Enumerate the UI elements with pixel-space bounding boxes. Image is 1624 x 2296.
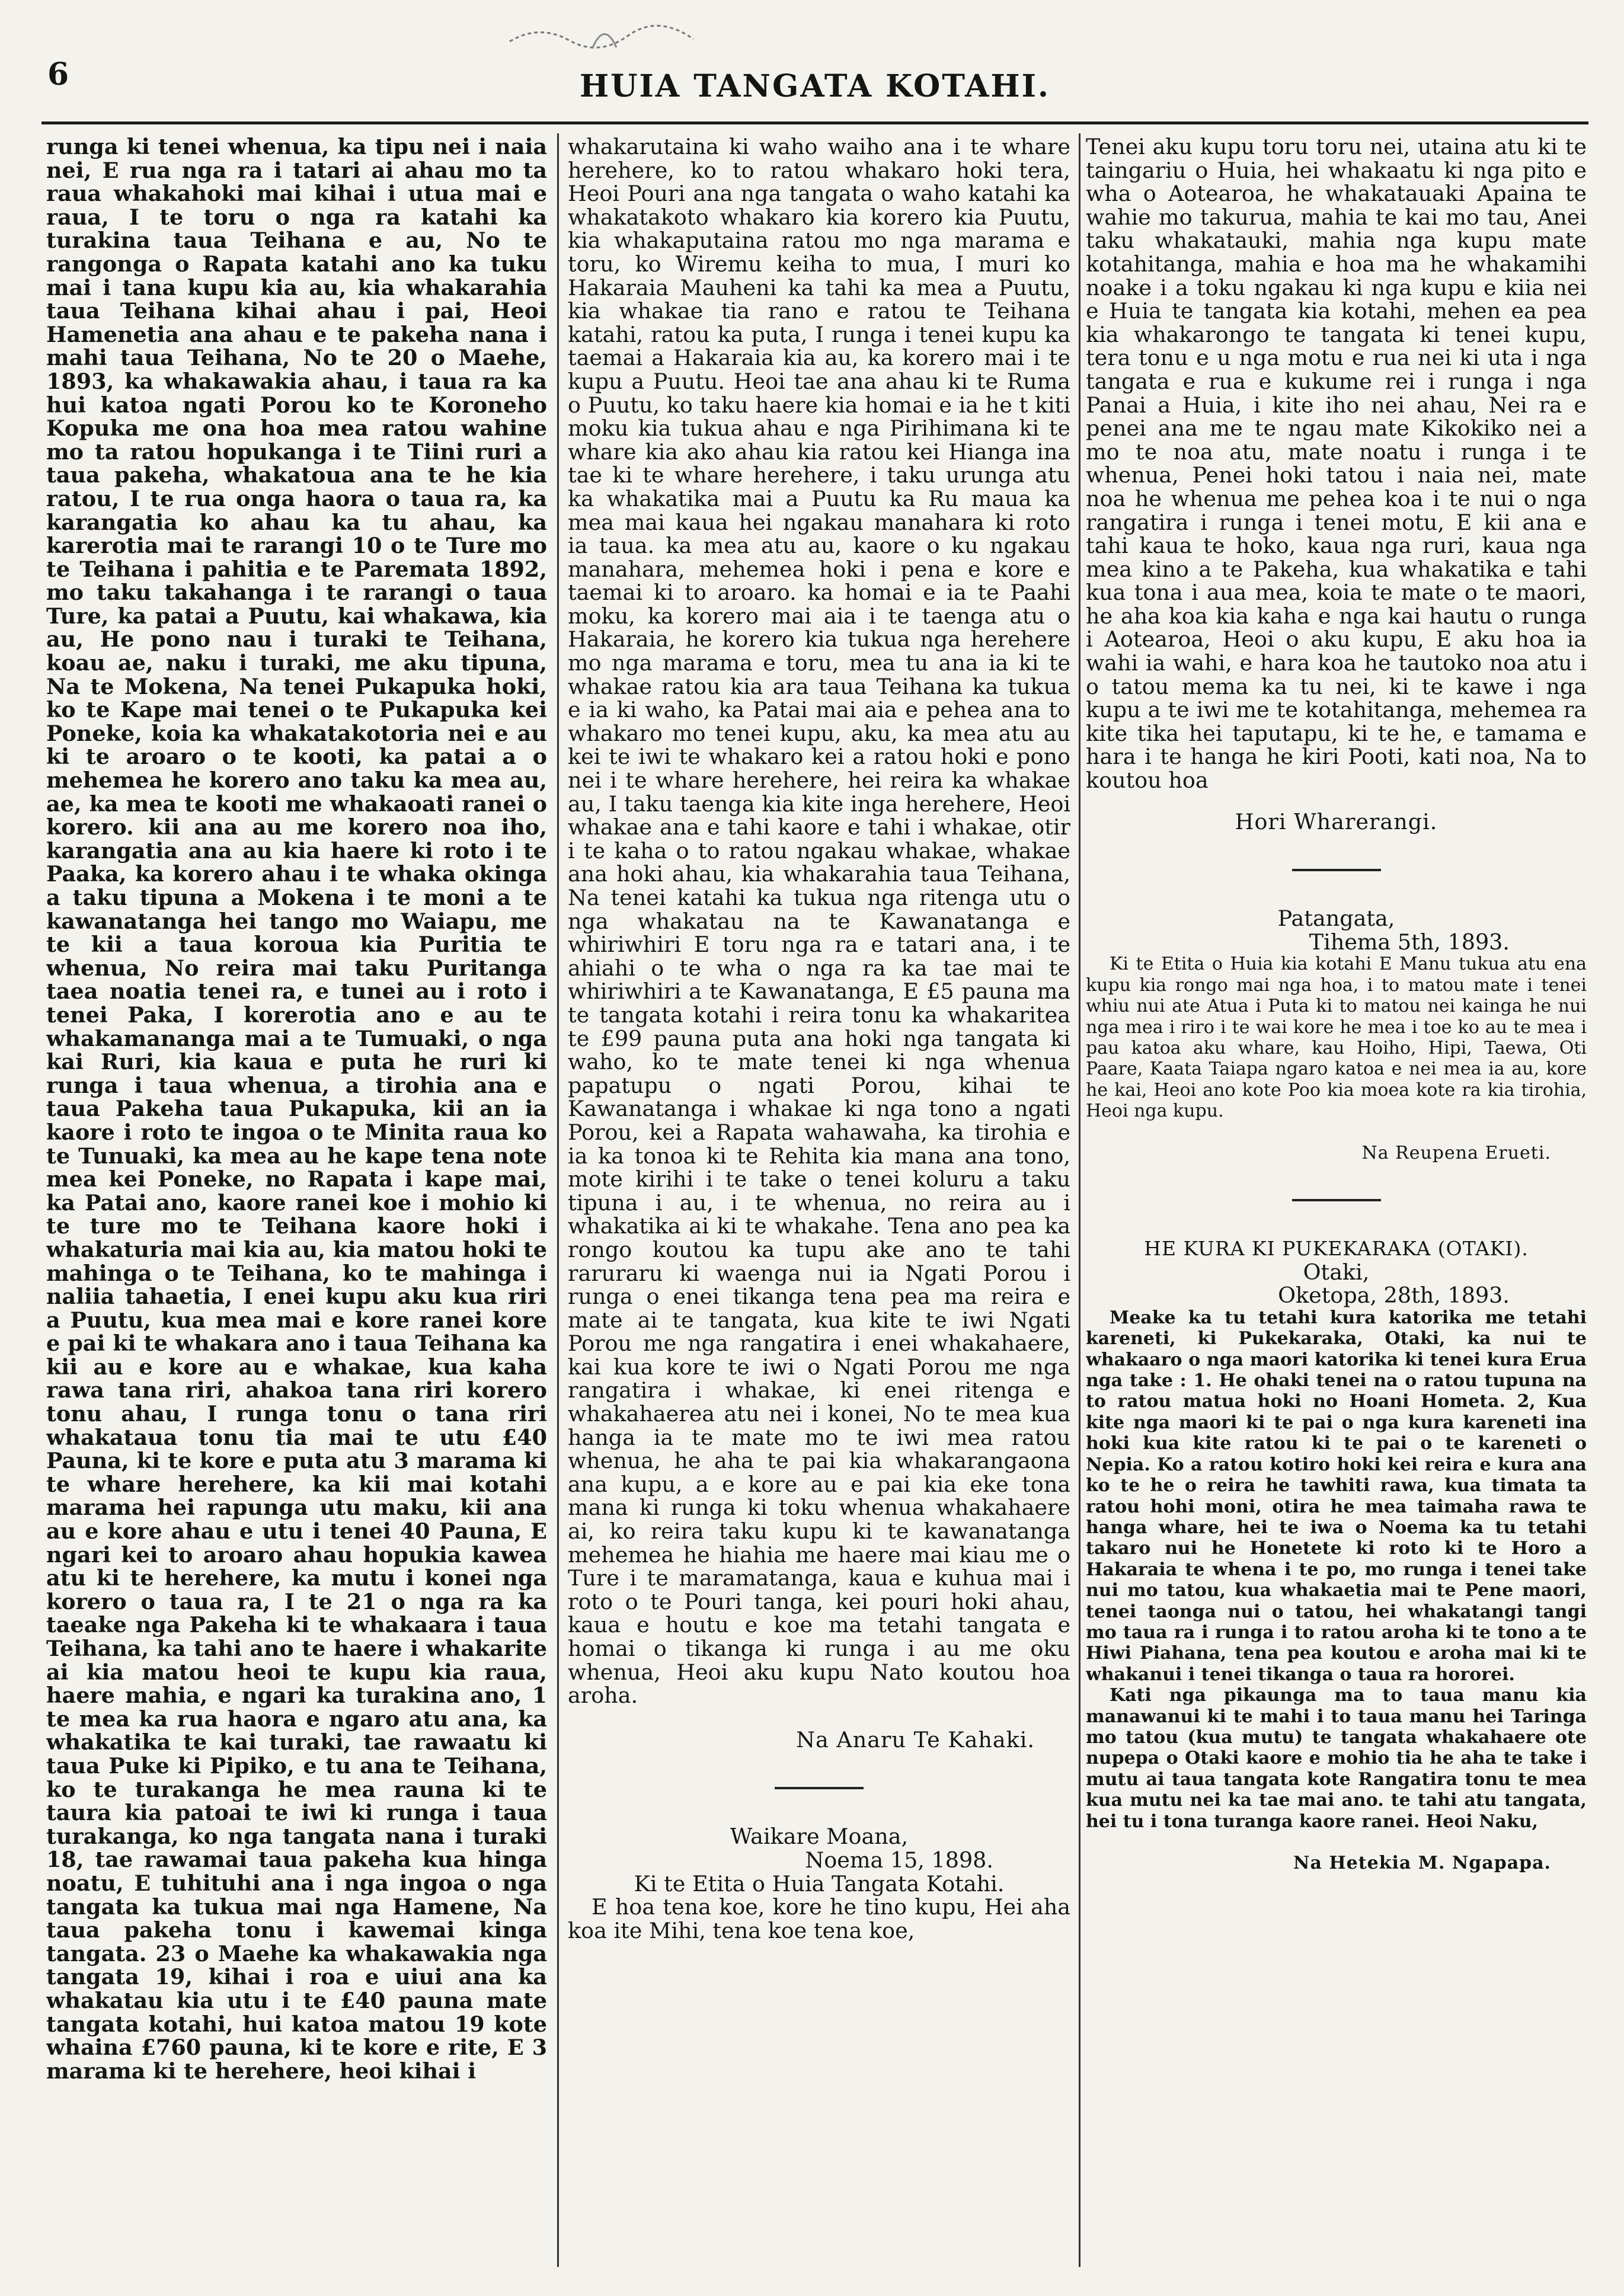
section-rule	[1292, 1199, 1381, 1201]
letter-text: E hoa tena koe, kore he tino kupu, Hei aha koa ite Mihi, tena koe tena koe,	[568, 1894, 1070, 1943]
article-text: Kati nga pikaunga ma to taua manu kia manawanui ki te mahi i to taua manu hei Taringa mo tatou (kua mutu) te tangata whakahaere ote nupepa o Otaki kaore e mohio tia he aha te take i mutu ai taua tangata kote Rangatira tonu te mea kua mutu nei ka tae mai ano. te tahi atu tangata, hei tu i tona turanga kaore ranei. Heoi Naku,	[1086, 1685, 1587, 1832]
page-number: 6	[47, 56, 69, 92]
dateline-place: Otaki,	[1303, 1259, 1370, 1285]
masthead-rule	[41, 121, 1588, 124]
signature: Na Anaru Te Kahaki.	[796, 1726, 1035, 1753]
dateline-date: Tihema 5th, 1893.	[1309, 929, 1510, 955]
column-2	[568, 135, 1070, 2269]
article-text: whakarutaina ki waho waiho ana i te whare herehere, ko to ratou whakaro hoki tera, Heoi Pouri ana nga tangata o waho katahi ka whakatakoto whakaro kia korero kia Puutu, kia whakaputaina ratou mo nga marama e toru, ko Wiremu keiha to mua, I muri ko Hakaraia Mauheni ka tahi ka mea a Puutu, kia whakae tia rano e ratou te Teihana katahi, ratou ka puta, I runga i tenei kupu ka taemai a Hakaraia kia au, ka korero mai i te kupu a Puutu. Heoi tae ana ahau ki te Ruma o Puutu, ko taku haere kia homai e ia he t kiti moku kia tukua ahau e nga Pirihimana ki te whare kia ako ahau kia ratou kei Hianga ina tae ki te whare herehere, i taku urunga atu ka whakatika mai a Puutu ka Ru maua ka mea mai kaua hei ngakau manahara ki roto ia taua. ka mea atu au, kaore o ku ngakau manahara, mehemea hoki i pena e kore e taemai ki to aroaro. ka homai e ia te Paahi moku, ka korero mai aia i te taenga atu o Hakaraia, he korero kia tukua nga herehere mo nga marama e toru, mea tu ana ia ki te whakae ratou kia ara taua Teihana ka tukua e ia ki waho, ka Patai mai aia e pehea ana to whakaro mo tenei kupu, aku, ka mea atu au kei te iwi te whakaro kei a ratou hoki e pono nei i te whare herehere, hei reira ka whakae au, I taku taenga kia kite inga herehere, Heoi whakae ana e tahi kaore e tahi i whakae, otir i te kaha o to ratou ngakau whakae, whakae ana hoki ahau, kia whakarahia taua Teihana, Na tenei katahi ka tukua nga ritenga utu o nga whakatau na te Kawanatanga e whiriwhiri E toru nga ra e tatari ana, i te ahiahi o te wha o nga ra ka tae mai te whiriwhiri a te Kawanatanga, E £5 pauna ma te tangata kotahi i reira tonu ka whakaritea te £99 pauna puta ana hoki nga tangata ki waho, ko te mate tenei ki nga whenua papatupu o ngati Porou, kihai te Kawanatanga i whakae ki nga tono a ngati Porou, kei a Rapata wahawaha, ka tirohia e ia ka tonoa ki te Rehita kia mana ana tono, mote kirihi i te take o tenei koluru a taku tipuna i au, i te whenua, no reira au i whakatika ai ki te whakahe. Tena ano pea ka rongo koutou ka tupu ake ano te tahi raruraru ki waenga nui ia Ngati Porou i runga o enei tikanga tena pea ma reira e mate ai te tangata, kua kite te iwi Ngati Porou me nga rangatira i enei whakahaere, kai kua kore te iwi o Ngati Porou me nga rangatira i whakae, ki enei ritenga e whakahaerea atu nei i konei, No te mea kua hanga ia te mate mo te iwi mea ratou whenua, he aha te pai kia whakarangaona ana kupu, a e kore au e pai kia eke tona mana ki runga ki toku whenua whakahaere ai, ko reira taku kupu ki te kawanatanga mehemea he hiahia me haere mai kiau me o Ture i te maramatanga, kaua e kuhua mai i roto o te Pouri tanga, kei pouri hoki ahau, kaua e houtu e koe ma tetahi tangata e homai o tikanga ki runga i au me oku whenua, Heoi aku kupu Nato koutou hoa aroha.	[568, 135, 1070, 1709]
signature: Hori Wharerangi.	[1235, 808, 1438, 834]
column-divider	[557, 133, 559, 2267]
newspaper-title: HUIA TANGATA KOTAHI.	[579, 68, 1051, 104]
masthead	[41, 56, 1588, 113]
article-text: Meake ka tu tetahi kura katorika me tetahi kareneti, ki Pukekaraka, Otaki, ka nui te whakaaro o nga maori katorika ki tenei kura Erua nga take : 1. He ohaki tenei na o ratou tupuna na to ratou matua hoki no Hoani Hometa. 2, Kua kite nga maori ki te pai o nga kura kareneti ina hoki kua kite ratou ki te pai o te kareneti o Nepia. Ko a ratou kotiro hoki kei reira e kura ana ko te he o reira he tawhiti rawa, kua timata ta ratou hohi moni, otira he mea taimaha rawa te hanga whare, hei te iwa o Noema ka tu tetahi takaro nui he Honetete ki roto ki te Horo a Hakaraia te whena i te po, mo runga i tenei take nui mo tatou, kua whakaetia mai te Pene maori, tenei taonga nui o tatou, hei whakatangi tangi mo taua ra i runga i to ratou aroha ki te tono a te Hiwi Piahana, tena pea koutou e aroha mai ki te whakanui i tenei tikanga o taua ra hororei.	[1086, 1307, 1587, 1685]
column-divider	[1079, 133, 1080, 2267]
decorative-ornament	[504, 18, 699, 53]
column-3	[1086, 135, 1587, 2269]
article-heading: HE KURA KI PUKEKARAKA (OTAKI).	[1144, 1237, 1529, 1261]
salutation: Ki te Etita o Huia Tangata Kotahi.	[634, 1870, 1005, 1897]
column-1	[46, 135, 547, 2269]
dateline-date: Noema 15, 1898.	[805, 1847, 993, 1873]
signature: Na Reupena Erueti.	[1361, 1142, 1551, 1163]
signature: Na Hetekia M. Ngapapa.	[1293, 1853, 1551, 1873]
letter-text: Ki te Etita o Huia kia kotahi E Manu tukua atu ena kupu kia rongo mai nga hoa, i to matou mate i tenei whiu nui ate Atua i Puta ki to matou nei kainga he nui nga mea i riro i te wai kore he mea i toe ko au te mea i pau katoa aku whare, kau Hoiho, Hipi, Taewa, Oti Paare, Kaata Taiapa ngaro katoa e nei mea ia au, kore he kai, Heoi ano kote Poo kia moea kote ra kia tirohia, Heoi nga kupu.	[1086, 954, 1587, 1122]
article-text: runga ki tenei whenua, ka tipu nei i naia nei, E rua nga ra i tatari ai ahau mo ta raua whakahoki mai kihai i utua mai e raua, I te toru o nga ra katahi ka turakina taua Teihana e au, No te rangonga o Rapata katahi ano ka tuku mai i tana kupu kia au, kia whakarahia taua Teihana kihai ahau i pai, Heoi Hamenetia ana ahau e te pakeha nana i mahi taua Teihana, No te 20 o Maehe, 1893, ka whakawakia ahau, i taua ra ka hui katoa ngati Porou ko te Koroneho Kopuka me ona hoa mea ratou wahine mo ta ratou hopukanga i te Tiini ruri a taua pakeha, whakatoua ana te he kia ratou, I te rua onga haora o taua ra, ka karangatia ko ahau ka tu ahau, ka karerotia mai te rarangi 10 o te Ture mo te Teihana i pahitia e te Paremata 1892, mo taku takahanga i te rarangi o taua Ture, ka patai a Puutu, kai whakawa, kia au, He pono nau i turaki te Teihana, koau ae, naku i turaki, me aku tipuna, Na te Mokena, Na tenei Pukapuka hoki, ko te Kape mai tenei o te Pukapuka kei Poneke, koia ka whakatakotoria nei e au ki te aroaro o te kooti, ka patai a o mehemea he korero ano taku ka mea au, ae, ka mea te kooti me whakaoati ranei o korero. kii ana au me korero noa iho, karangatia ana au kia haere ki roto i te Paaka, ka korero ahau i te whaka okinga a taku tipuna a Mokena i te moni a te kawanatanga hei tango mo Waiapu, me te kii a taua koroua kia Puritia te whenua, No reira mai taku Puritanga taea noatia tenei ra, e tunei au i roto i tenei Paka, I korerotia ano e au te whakamananga mai a te Tumuaki, o nga kai Ruri, kia kaua e puta he ruri ki runga i taua whenua, a tirohia ana e taua Pakeha taua Pukapuka, kii an ia kaore i roto te ingoa o te Minita raua ko te Tunuaki, ka mea au he kape tena note mea kei Poneke, no Rapata i kape mai, ka Patai ano, kaore ranei koe i mohio ki te ture mo te Teihana kaore hoki i whakaturia mai kia au, kia matou hoki te mahinga o te Teihana, ko te mahinga i naliia tahaetia, I enei kupu aku kua riri a Puutu, kua mea mai e kore ranei kore e pai ki te whakara ano i taua Teihana ka kii au e kore au e whakae, kua kaha rawa tana riri, ahakoa tana riri korero tonu ahau, I runga tonu o tana riri whakataua tonu tia mai te utu £40 Pauna, ki te kore e puta atu 3 marama ki te whare herehere, ka kii mai kotahi marama hei rapunga utu maku, kii ana au e kore ahau e utu i tenei 40 Pauna, E ngari kei to aroaro ahau hopukia kawea atu ki te herehere, ka mutu i konei nga korero o taua ra, I te 21 o nga ra ka taeake nga Pakeha ki te whakaara i taua Teihana, ka tahi ano te haere i whakarite ai kia matou heoi te kupu kia raua, haere mahia, e ngari ka turakina ano, 1 te mea ka rua haora e ngaro atu ana, ka whakatika te kai turaki, tae rawaatu ki taua Puke ki Pipiko, e tu ana te Teihana, ko te turakanga he mea rauna ki te taura kia patoai te iwi ki runga i taua turakanga, ko nga tangata nana i turaki 18, tae rawamai taua pakeha kua hinga noatu, E tuhituhi ana i nga ingoa o nga tangata ka tukua mai nga Hamene, Na taua pakeha tonu i kawemai kinga tangata. 23 o Maehe ka whakawakia nga tangata 19, kihai i roa e uiui ana ka whakatau kia utu i te £40 pauna mate tangata kotahi, hui katoa matou 19 kote whaina £760 pauna, ki te kore e rite, E 3 marama ki te herehere, heoi kihai i	[46, 135, 547, 2084]
dateline-place: Waikare Moana,	[730, 1824, 909, 1850]
dateline-place: Patangata,	[1277, 906, 1395, 932]
dateline-date: Oketopa, 28th, 1893.	[1278, 1283, 1510, 1309]
article-text: Tenei aku kupu toru toru nei, utaina atu ki te taingariu o Huia, hei whakaatu ki nga pito e wha o Aotearoa, he whakatauaki Apaina te wahie mo takurua, mahia te kai mo tau, Anei taku whakatauki, mahia nga kupu mate kotahitanga, mahia e hoa ma he whakamihi noake i a toku ngakau ki nga kupu e kiia nei e Huia te tangata kia kotahi, mehen ea pea kia whakarongo te tangata ki tenei kupu, tera tonu e u nga motu e rua nei ki uta i nga tangata e rua e kukume rei i runga i nga Panai a Huia, i kite iho nei ahau, Nei ra e penei ana me te ngau mate Kikokiko nei a mo te noa atu, mate noatu i runga i te whenua, Penei hoki tatou i naia nei, mate noa he whenua me pehea koa i te nui o nga rangatira i runga i tenei motu, E kii ana e tahi kaua te hoko, kaua nga ruri, kaua nga mea kino a te Pakeha, kua whakatika e tahi kua tona i aua mea, koia te mate o te maori, he aha koa kia kaha e nga kai hautu o runga i Aotearoa, Heoi o aku kupu, E aku hoa ia wahi ia wahi, e hara koa he tautoko noa atu i o tatou mema ka tu nei, ki te kawe i nga kupu a te iwi me te kotahitanga, mehemea ra kite tika hei taputapu, ki te he, e tamama e hara i te hanga he kiri Pooti, kati noa, Na to koutou hoa	[1086, 135, 1587, 794]
section-rule	[1292, 869, 1381, 871]
section-rule	[775, 1787, 864, 1789]
